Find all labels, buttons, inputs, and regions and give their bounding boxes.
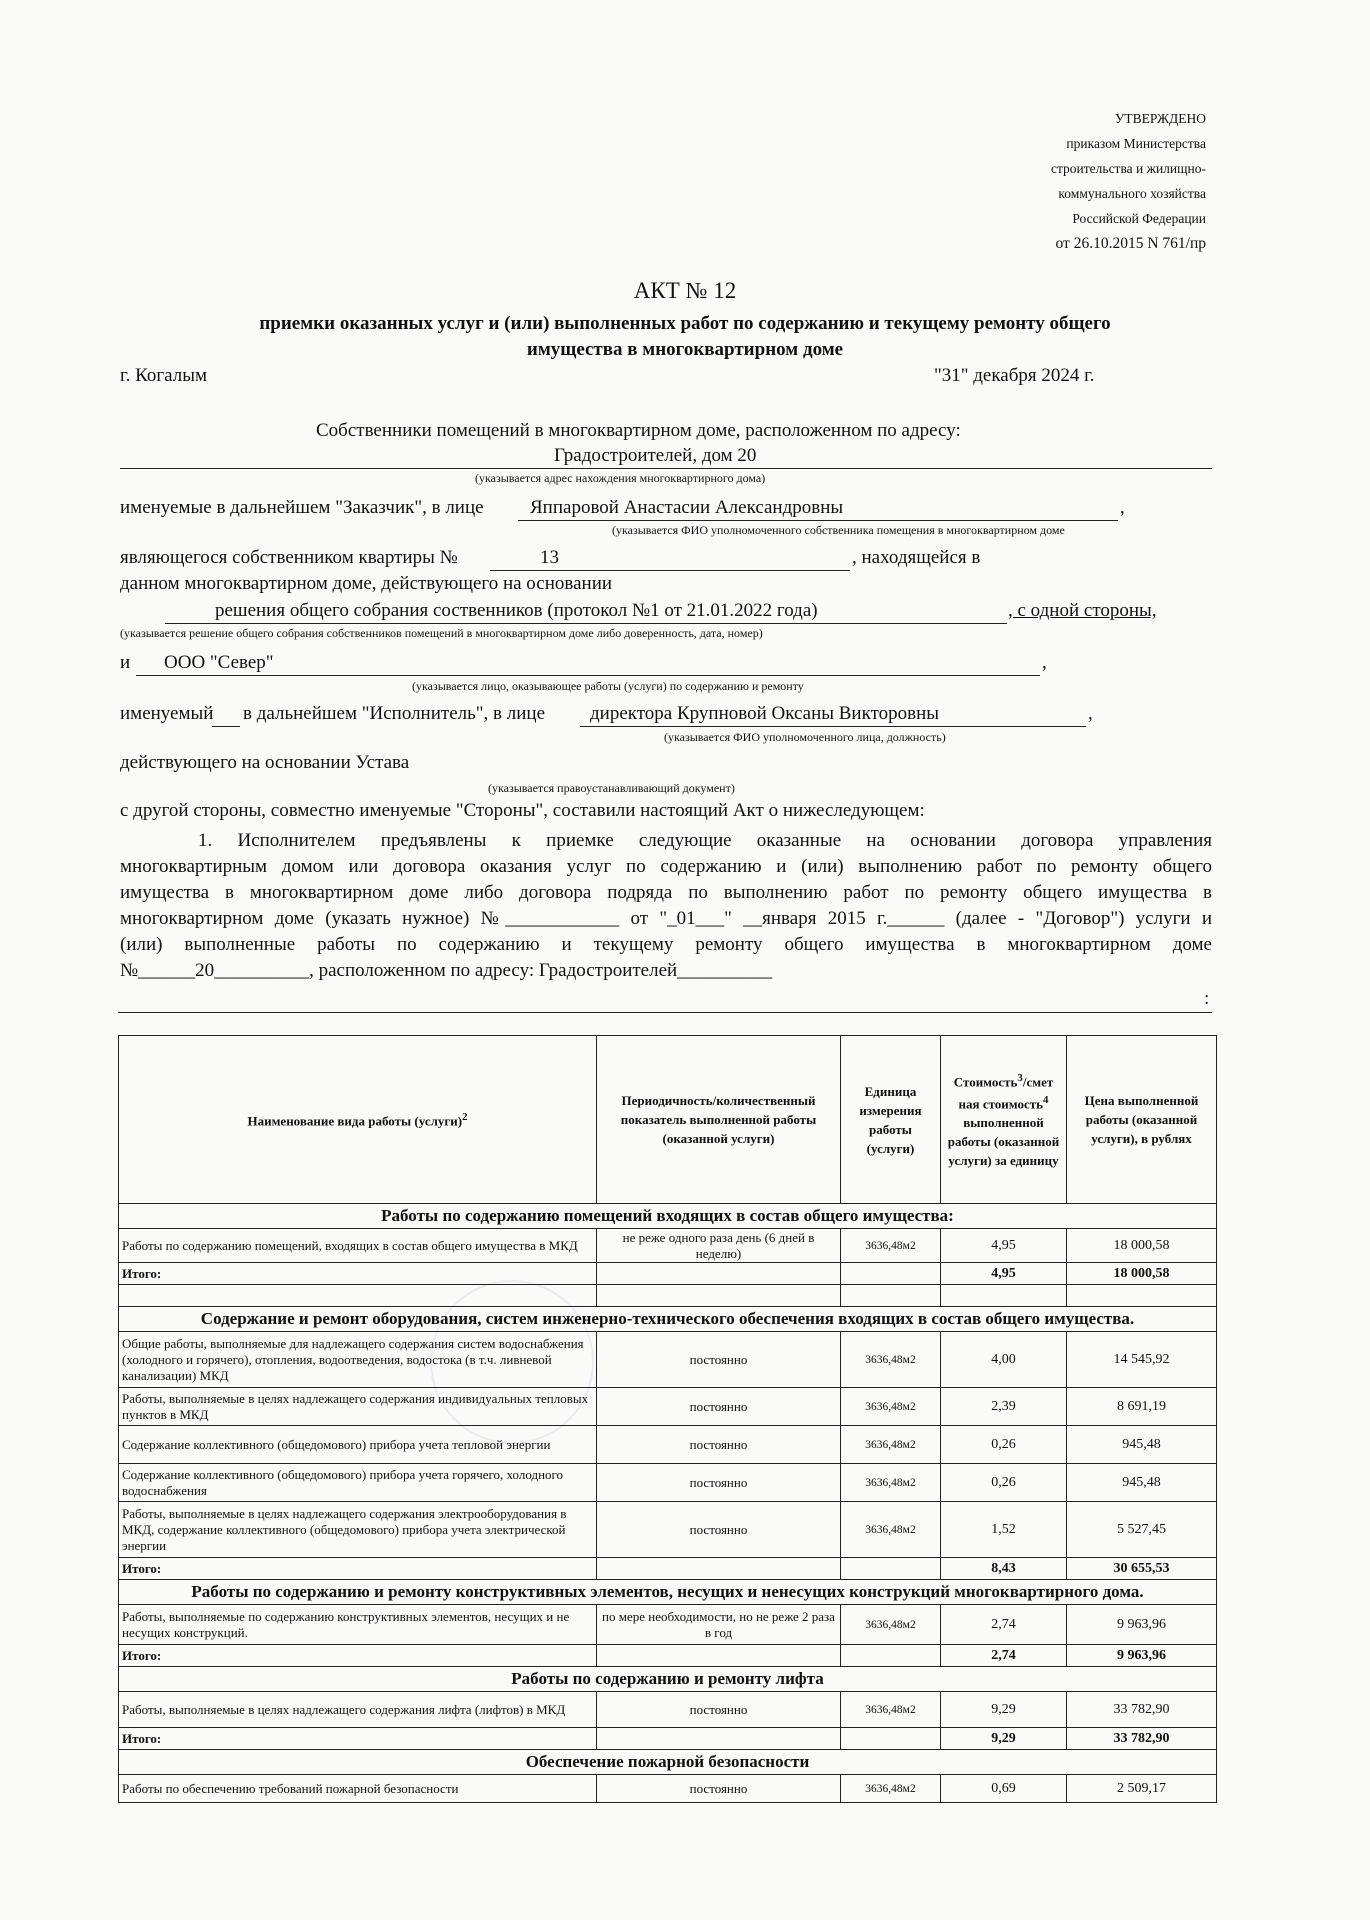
section-title: Содержание и ремонт оборудования, систем инженерно-технического обеспечения входящих в состав общего имущества.: [119, 1307, 1217, 1332]
col-header-unit: Единица измерения работы (услуги): [841, 1036, 941, 1204]
comma: ,: [1120, 497, 1125, 518]
table-row: [119, 1332, 1217, 1388]
total-empty: [597, 1645, 841, 1667]
work-unit: 3636,48м2: [841, 1502, 941, 1558]
total-empty: [597, 1728, 841, 1750]
table-header-row: [119, 1036, 1217, 1204]
col-header-name: Наименование вида работы (услуги)$^2$: [119, 1036, 597, 1204]
work-price: 945,48: [1067, 1464, 1217, 1502]
total-empty: [841, 1728, 941, 1750]
work-name: Работы, выполняемые в целях надлежащего содержания электрооборудования в МКД, содержание коллективного (общедомового) прибора учета электрической энергии: [119, 1502, 597, 1558]
clause-line: многоквартирном доме (указать нужное) №____________ от "_01___" __января 2015 г.______ (далее - "Договор") услуги и: [120, 908, 1212, 929]
customer-underline: [518, 520, 1118, 521]
work-price: 33 782,90: [1067, 1692, 1217, 1728]
approval-line: коммунального хозяйства: [1058, 186, 1206, 201]
section-title-row: [119, 1204, 1217, 1229]
rep-prefix: именуемый: [120, 703, 214, 724]
work-unit: 3636,48м2: [841, 1775, 941, 1803]
work-unit: 3636,48м2: [841, 1605, 941, 1645]
clause-line: многоквартирным домом или договора оказания услуг по содержанию и (или) выполнению работ по ремонту общего: [120, 856, 1212, 877]
work-price: 18 000,58: [1067, 1229, 1217, 1263]
total-price: 30 655,53: [1067, 1558, 1217, 1580]
work-cost: 1,52: [941, 1502, 1067, 1558]
total-empty: [841, 1645, 941, 1667]
basis-suffix: , с одной стороны,: [1008, 600, 1157, 621]
total-empty: [597, 1558, 841, 1580]
work-unit: 3636,48м2: [841, 1692, 941, 1728]
work-cost: 2,74: [941, 1605, 1067, 1645]
table-row: [119, 1388, 1217, 1426]
approval-order: от 26.10.2015 N 761/пр: [1055, 235, 1206, 252]
work-cost: 4,95: [941, 1229, 1067, 1263]
total-label: Итого:: [119, 1728, 597, 1750]
address-underline: [120, 468, 1212, 469]
work-name: Работы, выполняемые в целях надлежащего содержания индивидуальных тепловых пунктов в МКД: [119, 1388, 597, 1426]
col-header-period: Периодичность/количественный показатель выполненной работы (оказанной услуги): [597, 1036, 841, 1204]
col-header-cost: Стоимость$^3$/смет ная стоимость$^4$ выполненной работы (оказанной услуги) за единицу: [941, 1036, 1067, 1204]
work-period: постоянно: [597, 1388, 841, 1426]
work-name: Содержание коллективного (общедомового) прибора учета тепловой энергии: [119, 1426, 597, 1464]
parties-text: с другой стороны, совместно именуемые "Стороны", составили настоящий Акт о нижеследующем:: [120, 800, 925, 821]
contractor-name: ООО "Север": [164, 652, 274, 673]
flat-number: 13: [540, 547, 559, 568]
owners-address: Градостроителей, дом 20: [554, 445, 757, 466]
approval-line: строительства и жилищно-: [1051, 161, 1206, 176]
approval-line: Российской Федерации: [1072, 211, 1206, 226]
act-subtitle-2: имущества в многоквартирном доме: [526, 339, 844, 360]
clause-line: №______20__________, расположенном по адресу: Градостроителей__________: [120, 960, 773, 981]
rep-name: директора Крупновой Оксаны Викторовны: [590, 703, 940, 724]
approval-block: [1051, 106, 1206, 256]
total-price: 18 000,58: [1067, 1263, 1217, 1285]
total-label: Итого:: [119, 1645, 597, 1667]
work-period: постоянно: [597, 1426, 841, 1464]
empty-cell: [597, 1285, 841, 1307]
work-period: постоянно: [597, 1775, 841, 1803]
clause-underline: [118, 1012, 1212, 1013]
section-title: Обеспечение пожарной безопасности: [119, 1750, 1217, 1775]
work-price: 2 509,17: [1067, 1775, 1217, 1803]
customer-name: Яппаровой Анастасии Александровны: [530, 497, 844, 518]
act-title: АКТ № 12: [633, 278, 737, 303]
rep-underline-short: [212, 726, 240, 727]
work-unit: 3636,48м2: [841, 1332, 941, 1388]
total-empty: [597, 1263, 841, 1285]
work-unit: 3636,48м2: [841, 1464, 941, 1502]
total-row: [119, 1263, 1217, 1285]
total-empty: [841, 1558, 941, 1580]
clause-colon: :: [1204, 988, 1210, 1009]
total-cost: 4,95: [941, 1263, 1067, 1285]
approval-line: приказом Министерства: [1066, 136, 1206, 151]
table-row: [119, 1502, 1217, 1558]
work-name: Работы, выполняемые по содержанию конструктивных элементов, несущих и не несущих конструкций.: [119, 1605, 597, 1645]
table-row: [119, 1464, 1217, 1502]
spacer-row: [119, 1285, 1217, 1307]
basis-underline: [165, 623, 1007, 624]
comma: ,: [1088, 703, 1093, 724]
basis-value: решения общего собрания соственников (протокол №1 от 21.01.2022 года): [215, 600, 818, 621]
table-row: [119, 1775, 1217, 1803]
work-unit: 3636,48м2: [841, 1426, 941, 1464]
section-title: Работы по содержанию помещений входящих в состав общего имущества:: [119, 1204, 1217, 1229]
customer-hint: (указывается ФИО уполномоченного собственника помещения в многоквартирном доме: [612, 523, 1065, 537]
work-price: 5 527,45: [1067, 1502, 1217, 1558]
work-cost: 9,29: [941, 1692, 1067, 1728]
work-unit: 3636,48м2: [841, 1388, 941, 1426]
rep-hint: (указывается ФИО уполномоченного лица, должность): [664, 730, 946, 744]
contractor-prefix: и: [120, 652, 131, 673]
clause-line: имущества в многоквартирном доме либо договора подряда по выполнению работ по ремонту общего имущества в: [120, 882, 1212, 903]
total-empty: [841, 1263, 941, 1285]
table-row: [119, 1692, 1217, 1728]
work-name: Работы, выполняемые в целях надлежащего содержания лифта (лифтов) в МКД: [119, 1692, 597, 1728]
work-period: по мере необходимости, но не реже 2 раза в год: [597, 1605, 841, 1645]
work-cost: 0,26: [941, 1464, 1067, 1502]
comma: ,: [1042, 652, 1047, 673]
empty-cell: [941, 1285, 1067, 1307]
clause-line: 1. Исполнителем предъявлены к приемке следующие оказанные на основании договора управления: [198, 830, 1212, 851]
total-cost: 2,74: [941, 1645, 1067, 1667]
empty-cell: [841, 1285, 941, 1307]
section-title-row: [119, 1307, 1217, 1332]
section-title: Работы по содержанию и ремонту лифта: [119, 1667, 1217, 1692]
work-price: 14 545,92: [1067, 1332, 1217, 1388]
work-period: постоянно: [597, 1502, 841, 1558]
customer-prefix: именуемые в дальнейшем "Заказчик", в лице: [120, 497, 484, 518]
table-row: [119, 1229, 1217, 1263]
total-label: Итого:: [119, 1263, 597, 1285]
flat-underline: [490, 570, 850, 571]
work-cost: 2,39: [941, 1388, 1067, 1426]
work-price: 945,48: [1067, 1426, 1217, 1464]
work-period: постоянно: [597, 1332, 841, 1388]
approval-title: УТВЕРЖДЕНО: [1114, 111, 1206, 126]
address-hint: (указывается адрес нахождения многоквартирного дома): [475, 471, 766, 485]
total-price: 9 963,96: [1067, 1645, 1217, 1667]
contractor-hint: (указывается лицо, оказывающее работы (услуги) по содержанию и ремонту: [412, 679, 804, 693]
total-row: [119, 1728, 1217, 1750]
city: г. Когалым: [120, 365, 208, 386]
empty-cell: [119, 1285, 597, 1307]
contractor-underline: [136, 675, 1040, 676]
services-table: [118, 1035, 1217, 1803]
flat-prefix: являющегося собственником квартиры №: [120, 547, 458, 568]
total-row: [119, 1645, 1217, 1667]
rep-middle: в дальнейшем "Исполнитель", в лице: [243, 703, 545, 724]
act-date: "31" декабря 2024 г.: [934, 365, 1095, 386]
basis-hint: (указывается решение общего собрания собственников помещений в многоквартирном доме либо доверенность, дата, номер): [120, 626, 763, 640]
work-period: не реже одного раза день (6 дней в неделю): [597, 1229, 841, 1263]
act-subtitle-1: приемки оказанных услуг и (или) выполненных работ по содержанию и текущему ремонту общего: [259, 313, 1111, 334]
work-cost: 0,69: [941, 1775, 1067, 1803]
rep-underline: [580, 726, 1086, 727]
work-name: Работы по обеспечению требований пожарной безопасности: [119, 1775, 597, 1803]
section-title: Работы по содержанию и ремонту конструктивных элементов, несущих и ненесущих конструкций многоквартирного дома.: [119, 1580, 1217, 1605]
total-cost: 9,29: [941, 1728, 1067, 1750]
total-cost: 8,43: [941, 1558, 1067, 1580]
clause-line: (или) выполненные работы по содержанию и текущему ремонту общего имущества в многоквартирном доме: [120, 934, 1212, 955]
section-title-row: [119, 1667, 1217, 1692]
flat-suffix: , находящейся в: [852, 547, 981, 568]
section-title-row: [119, 1580, 1217, 1605]
table-row: [119, 1426, 1217, 1464]
work-name: Содержание коллективного (общедомового) прибора учета горячего, холодного водоснабжения: [119, 1464, 597, 1502]
basis-line: данном многоквартирном доме, действующего на основании: [120, 573, 613, 594]
work-price: 9 963,96: [1067, 1605, 1217, 1645]
work-cost: 0,26: [941, 1426, 1067, 1464]
work-name: Работы по содержанию помещений, входящих в состав общего имущества в МКД: [119, 1229, 597, 1263]
total-price: 33 782,90: [1067, 1728, 1217, 1750]
work-period: постоянно: [597, 1692, 841, 1728]
work-price: 8 691,19: [1067, 1388, 1217, 1426]
contractor-basis: действующего на основании Устава: [120, 752, 410, 773]
empty-cell: [1067, 1285, 1217, 1307]
work-name: Общие работы, выполняемые для надлежащего содержания систем водоснабжения (холодного и горячего), отопления, водоотведения, водостока (в т.ч. ливневой канализации) МКД: [119, 1332, 597, 1388]
work-cost: 4,00: [941, 1332, 1067, 1388]
owners-intro: Собственники помещений в многоквартирном доме, расположенном по адресу:: [316, 420, 961, 441]
total-row: [119, 1558, 1217, 1580]
total-label: Итого:: [119, 1558, 597, 1580]
col-header-price: Цена выполненной работы (оказанной услуги), в рублях: [1067, 1036, 1217, 1204]
work-unit: 3636,48м2: [841, 1229, 941, 1263]
contractor-basis-hint: (указывается правоустанавливающий документ): [488, 781, 735, 795]
table-row: [119, 1605, 1217, 1645]
section-title-row: [119, 1750, 1217, 1775]
clause-1: [120, 828, 1212, 984]
work-period: постоянно: [597, 1464, 841, 1502]
